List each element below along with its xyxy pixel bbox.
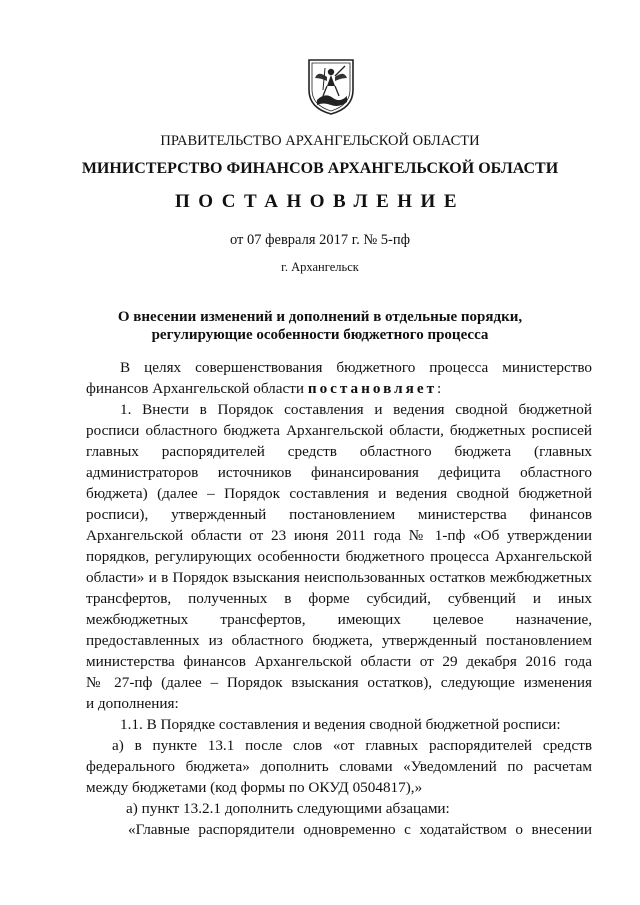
document-type: ПОСТАНОВЛЕНИЕ — [174, 191, 466, 212]
body-line: администраторов источников финансирования дефицита областного — [86, 464, 592, 481]
coat-of-arms-icon — [305, 56, 357, 116]
body-line: межбюджетных трансфертов, имеющих целевое назначение, — [86, 611, 592, 628]
body-line: росписи областного бюджета Архангельской области, бюджетных росписей — [86, 422, 592, 439]
body-line — [86, 378, 592, 399]
body-line: 1. Внести в Порядок составления и ведения сводной бюджетной — [120, 401, 592, 418]
body-text: : — [437, 380, 442, 397]
body-line: между бюджетами (код формы по ОКУД 0504817),» — [86, 779, 423, 796]
body-line: порядков, регулирующих особенности бюджетного процесса Архангельской — [86, 548, 592, 565]
body-line: росписи), утвержденный постановлением министерства финансов — [86, 506, 592, 523]
body-text: финансов Архангельской области — [86, 380, 308, 397]
spaced-keyword: постановляет — [307, 380, 438, 397]
body-line: области» и в Порядок взыскания неиспользованных остатков межбюджетных — [86, 569, 592, 586]
body-line: «Главные распорядители одновременно с ходатайством о внесении — [128, 821, 592, 838]
document-body — [86, 357, 592, 840]
body-line: главных распорядителей средств областного бюджета (главных — [86, 443, 592, 460]
date-number: от 07 февраля 2017 г. № 5-пф — [229, 232, 411, 248]
title-line: регулирующие особенности бюджетного процесса — [151, 327, 489, 343]
body-line: а) в пункте 13.1 после слов «от главных распорядителей средств — [112, 737, 592, 754]
government-name: ПРАВИТЕЛЬСТВО АРХАНГЕЛЬСКОЙ ОБЛАСТИ — [160, 133, 480, 149]
body-line: 1.1. В Порядке составления и ведения сводной бюджетной росписи: — [120, 716, 561, 733]
title-line: О внесении изменений и дополнений в отдельные порядки, — [117, 309, 523, 325]
body-line: № 27-пф (далее – Порядок взыскания остатков), следующие изменения — [86, 674, 592, 691]
document-title — [0, 308, 640, 344]
body-line: и дополнения: — [86, 695, 179, 712]
body-line: Архангельской области от 23 июня 2011 года № 1-пф «Об утверждении — [86, 527, 592, 544]
body-line: предоставленных из областного бюджета, утвержденный постановлением — [86, 632, 592, 649]
city: г. Архангельск — [281, 260, 359, 274]
ministry-name: МИНИСТЕРСТВО ФИНАНСОВ АРХАНГЕЛЬСКОЙ ОБЛАСТИ — [81, 160, 559, 177]
body-line: трансфертов, полученных в форме субсидий, субвенций и иных — [86, 590, 592, 607]
body-line: бюджета) (далее – Порядок составления и ведения сводной бюджетной — [86, 485, 592, 502]
body-line: В целях совершенствования бюджетного процесса министерство — [120, 359, 592, 376]
body-line: а) пункт 13.2.1 дополнить следующими абзацами: — [126, 800, 450, 817]
body-line: федерального бюджета» дополнить словами «Уведомлений по расчетам — [86, 758, 592, 775]
body-line: министерства финансов Архангельской области от 29 декабря 2016 года — [86, 653, 592, 670]
